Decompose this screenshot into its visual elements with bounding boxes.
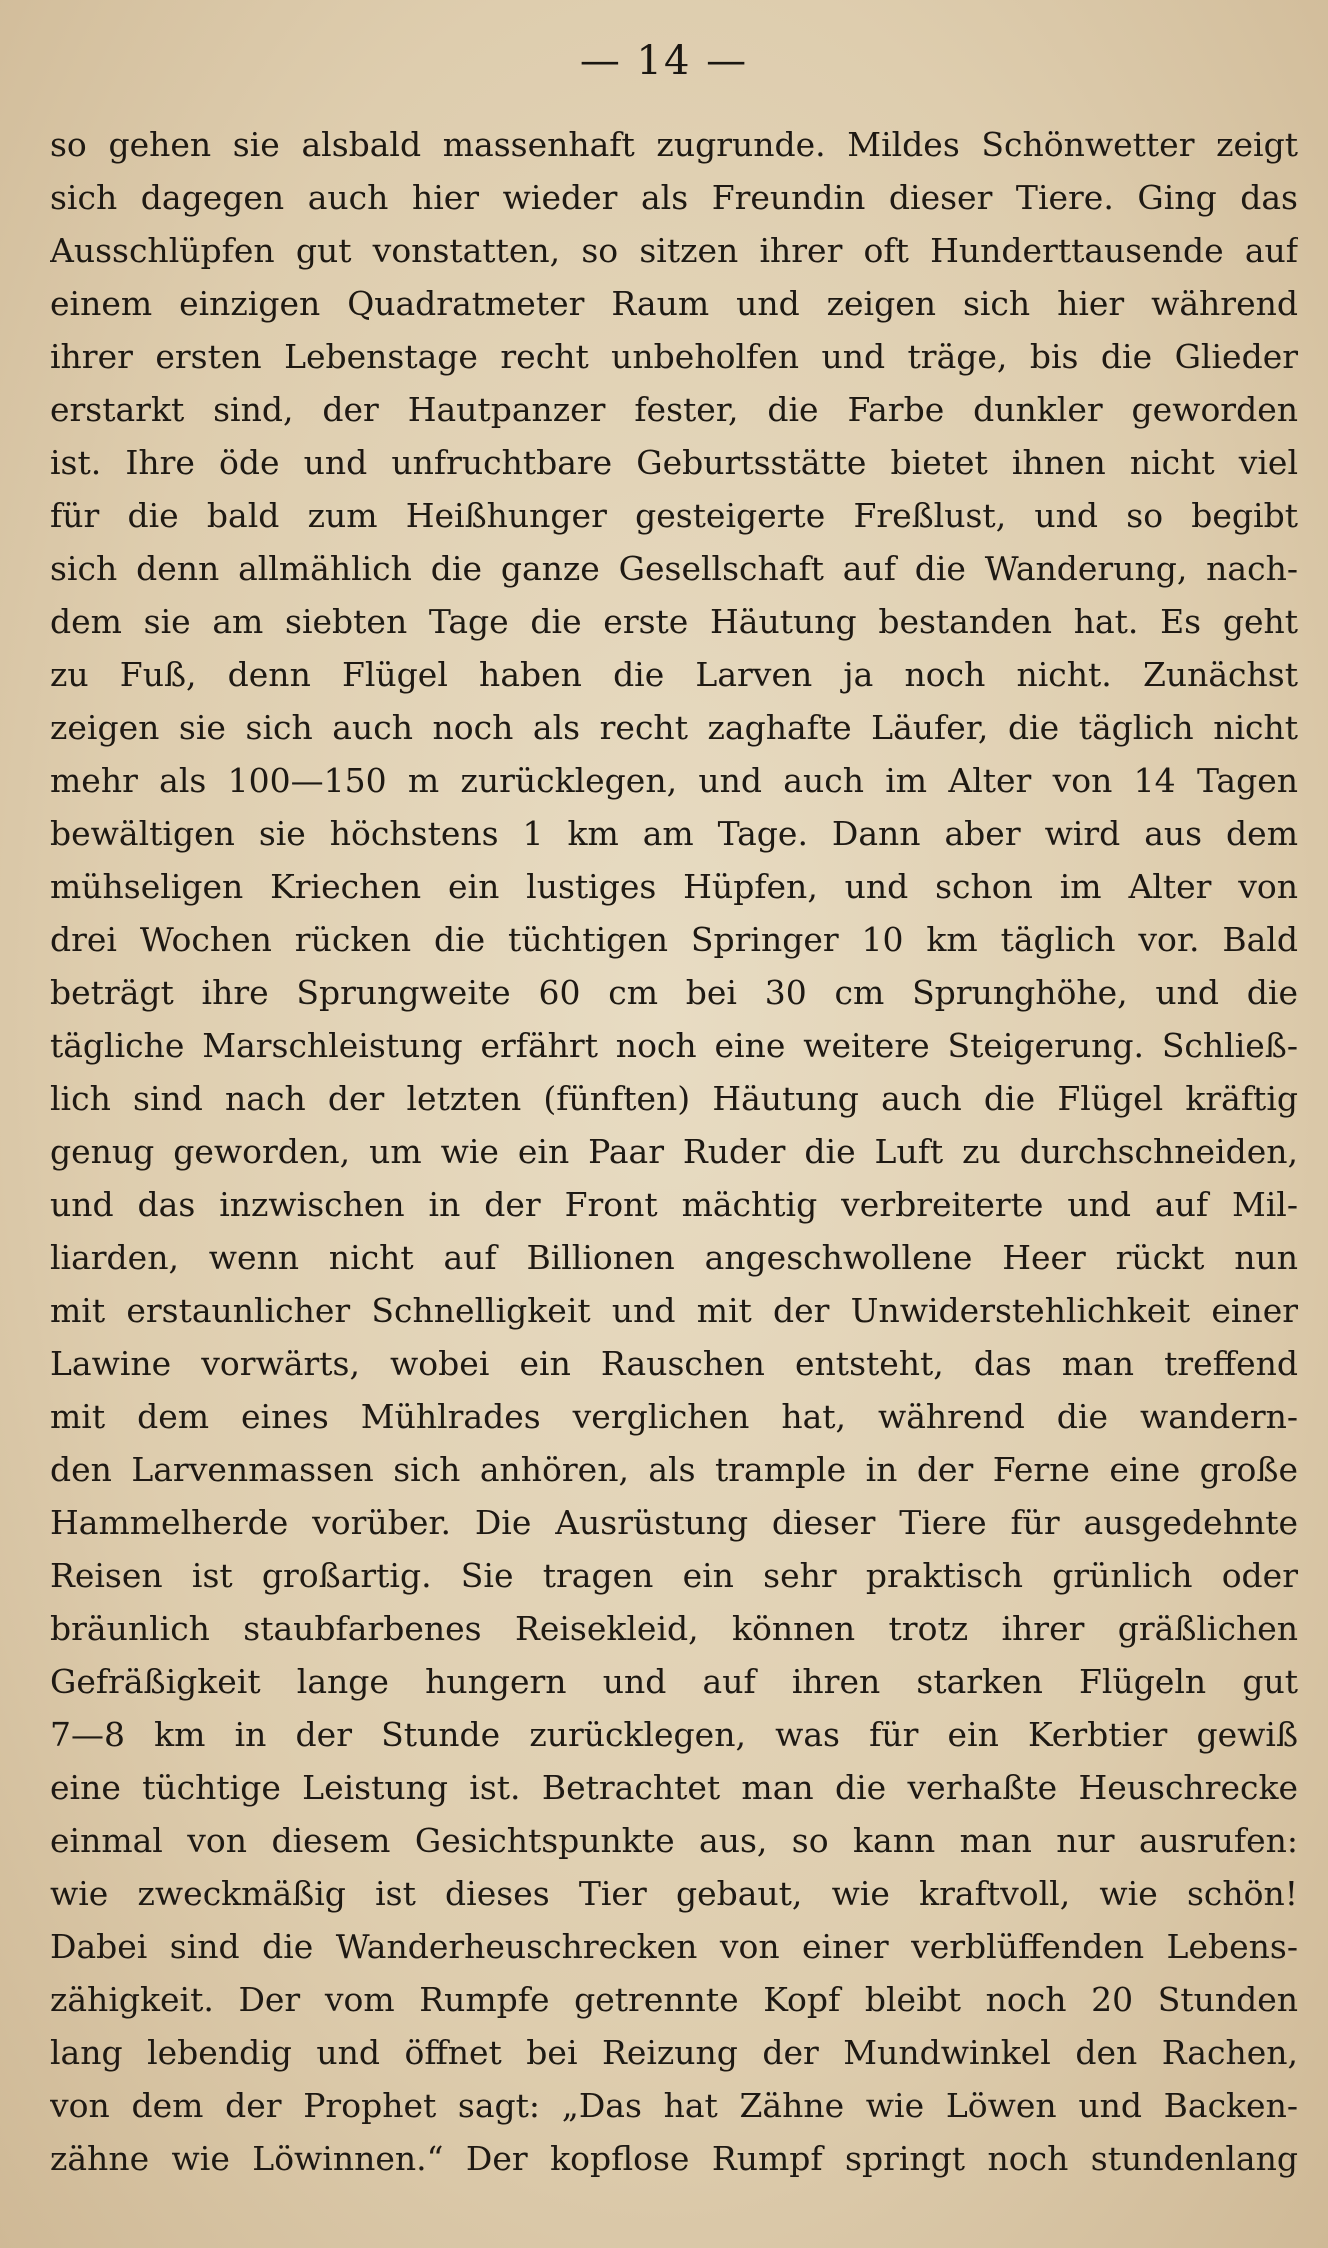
text-line: zähigkeit. Der vom Rumpfe getrennte Kopf bleibt noch 20 Stunden [50,1980,1298,2019]
text-line: wie zweckmäßig ist dieses Tier gebaut, wie kraftvoll, wie schön! [50,1874,1298,1913]
text-line: tägliche Marschleistung erfährt noch eine weitere Steigerung. Schließ- [50,1026,1298,1065]
text-line: zähne wie Löwinnen.“ Der kopflose Rumpf springt noch stundenlang [50,2139,1298,2178]
text-line: Dabei sind die Wanderheuschrecken von einer verblüffenden Lebens- [50,1927,1298,1966]
text-line: drei Wochen rücken die tüchtigen Springer 10 km täglich vor. Bald [50,920,1298,959]
text-line: liarden, wenn nicht auf Billionen angeschwollene Heer rückt nun [50,1238,1298,1277]
text-line: bräunlich staubfarbenes Reisekleid, können trotz ihrer gräßlichen [50,1609,1298,1648]
text-line: einem einzigen Quadratmeter Raum und zeigen sich hier während [50,284,1298,323]
text-line: bewältigen sie höchstens 1 km am Tage. Dann aber wird aus dem [50,814,1298,853]
text-line: sich dagegen auch hier wieder als Freundin dieser Tiere. Ging das [50,178,1298,217]
text-line: mit dem eines Mühlrades verglichen hat, während die wandern- [50,1397,1298,1436]
body-text [50,118,1298,2185]
text-line: mit erstaunlicher Schnelligkeit und mit der Unwiderstehlichkeit einer [50,1291,1298,1330]
text-line: sich denn allmählich die ganze Gesellschaft auf die Wanderung, nach- [50,549,1298,588]
text-line: zeigen sie sich auch noch als recht zaghafte Läufer, die täglich nicht [50,708,1298,747]
text-line: einmal von diesem Gesichtspunkte aus, so kann man nur ausrufen: [50,1821,1298,1860]
page-number-header: — 14 — [579,38,749,84]
text-line: dem sie am siebten Tage die erste Häutung bestanden hat. Es geht [50,602,1298,641]
text-line: Reisen ist großartig. Sie tragen ein sehr praktisch grünlich oder [50,1556,1298,1595]
text-line: so gehen sie alsbald massenhaft zugrunde. Mildes Schönwetter zeigt [50,125,1298,164]
text-line: mehr als 100—150 m zurücklegen, und auch im Alter von 14 Tagen [50,761,1298,800]
text-line: ihrer ersten Lebenstage recht unbeholfen und träge, bis die Glieder [50,337,1298,376]
text-line: eine tüchtige Leistung ist. Betrachtet man die verhaßte Heuschrecke [50,1768,1298,1807]
text-line: mühseligen Kriechen ein lustiges Hüpfen, und schon im Alter von [50,867,1298,906]
text-line: erstarkt sind, der Hautpanzer fester, die Farbe dunkler geworden [50,390,1298,429]
text-line: Lawine vorwärts, wobei ein Rauschen entsteht, das man treffend [50,1344,1298,1383]
text-line: 7—8 km in der Stunde zurücklegen, was für ein Kerbtier gewiß [50,1715,1298,1754]
text-line: Ausschlüpfen gut vonstatten, so sitzen ihrer oft Hunderttausende auf [50,231,1298,270]
text-line: den Larvenmassen sich anhören, als trample in der Ferne eine große [50,1450,1298,1489]
text-line: und das inzwischen in der Front mächtig verbreiterte und auf Mil- [50,1185,1298,1224]
text-line: lich sind nach der letzten (fünften) Häutung auch die Flügel kräftig [50,1079,1298,1118]
text-line: Hammelherde vorüber. Die Ausrüstung dieser Tiere für ausgedehnte [50,1503,1298,1542]
text-line: lang lebendig und öffnet bei Reizung der Mundwinkel den Rachen, [50,2033,1298,2072]
text-line: Gefräßigkeit lange hungern und auf ihren starken Flügeln gut [50,1662,1298,1701]
text-line: für die bald zum Heißhunger gesteigerte Freßlust, und so begibt [50,496,1298,535]
text-line: genug geworden, um wie ein Paar Ruder die Luft zu durchschneiden, [50,1132,1298,1171]
text-line: zu Fuß, denn Flügel haben die Larven ja noch nicht. Zunächst [50,655,1298,694]
text-line: von dem der Prophet sagt: „Das hat Zähne wie Löwen und Backen- [50,2086,1298,2125]
text-line: beträgt ihre Sprungweite 60 cm bei 30 cm Sprunghöhe, und die [50,973,1298,1012]
text-line: ist. Ihre öde und unfruchtbare Geburtsstätte bietet ihnen nicht viel [50,443,1298,482]
